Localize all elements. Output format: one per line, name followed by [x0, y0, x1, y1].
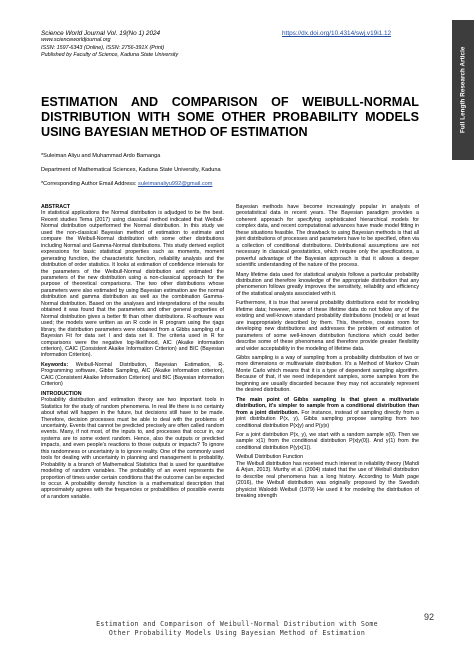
- journal-name: Science World Journal Vol. 19(No 1) 2024: [41, 30, 161, 37]
- paragraph-gibbs: Gibbs sampling is a way of sampling from a probability distribution of two or more dimensions or multivariate distribution. It's a Method of Markov Chain Monte Carlo which means that it is a type of dependent sampling algorithm. Because of that, if we need independent samples, some samples from the beginning are usually discarded because they may not accurately represent the desired distribution.: [236, 354, 419, 394]
- weibull-heading: Weibull Distribution Function: [236, 454, 304, 461]
- left-column: [41, 204, 224, 503]
- abstract-text: In statistical applications the Normal distribution is adjudged to be the best. Recent studies Tema (2017) using classical method indicated that Weibull-Normal distribution outperformed the Normal distribution. In this study we used the non-classical Bayesian method of estimation to estimate and compare the Weibull-Normal distribution with some other distributions including Normal and Gamma-Normal distributions. This study derived explicit expressions for basic statistical properties such as moments, moment generating function, the characteristic function, reliability analysis and the distribution of order statistics. It looks at estimation of confidence intervals for the parameters of the Weibull-Normal distribution and estimated the parameters of the new distribution using a non-classical approach for the purpose of theoretical comparisons. The two other distributions whose parameters were also estimated by using Bayesian estimation are the normal distribution and gamma distribution as well as the combination Gamma-Normal distribution. Based on the analyses and interpretations of the results obtained it was found that the parameters and other general properties of Normal distribution gives a better fit than other distributions. R-software was used; the models were written as an R code in R program using the rjags library, the distribution parameters were obtained from a Gibbs sampling of a Bayesian Fit for data set I and data set II. The criteria used in R for comparisons were the negative log-likelihood, AIC (Akaike information criterion), CAIC (Consistent Akaike Information Criterion) and BIC (Bayesian information Criterion).: [41, 210, 224, 359]
- footer-line-2: Other Probability Models Using Bayesian Method of Estimation: [108, 629, 366, 637]
- corresponding-author: [41, 181, 212, 188]
- paragraph-distributions: Furthermore, it is true that several probability distributions exist for modeling lifetime data; however, some of these lifetime data do not follow any of the existing and well-known standard probability distributions (models) or at least are inappropriately described by them. This, therefore, creates room for developing new distributions and addresses the problem of estimation of parameters of some well-known distribution functions which could better describe some of these phenomena and therefore provide greater flexibility and wider acceptability in the modeling of lifetime data.: [236, 300, 419, 352]
- right-column: [236, 204, 419, 502]
- gibbs-main-point: The main point of Gibbs sampling is that given a multivariate distribution, it's simpler to sample from a conditional distribution than from a joint distribution.: [236, 396, 419, 416]
- doi-link[interactable]: https://dx.doi.org/10.4314/swj.v19i1.12: [282, 30, 392, 37]
- title-line-3: USING BAYESIAN METHOD OF ESTIMATION: [41, 125, 308, 139]
- paragraph-gibbs-steps: For a joint distribution P(x, y), we start with a random sample x(0). Then we sample x(1) from the conditional distribution P(x|y(0)). And y(1) from the conditional distribution P(y|x(1)).: [236, 431, 419, 451]
- keywords-text: Weibull-Normal Distribution, Bayesian Estimation, R-Programming software, Gibbs Sampling, AIC (Akaike information criterion), CAIC (Consistent Akaike Information Criterion) and BIC (Bayesian information Criterion): [41, 361, 224, 388]
- running-footer: [0, 620, 474, 638]
- journal-header: [41, 30, 178, 59]
- paper-title: [41, 95, 419, 140]
- keywords-label: Keywords:: [41, 361, 69, 368]
- paragraph-lifetime-data: Many lifetime data used for statistical analysis follows a particular probability distribution and therefore knowledge of the appropriate distribution that any phenomenon follows greatly improves the sensitivity, reliability and efficiency of the statistical analysis associated with it.: [236, 271, 419, 297]
- corresponding-email-link[interactable]: suleimanaliyu992@gmail.com: [138, 181, 213, 187]
- authors: *Suleiman Aliyu and Muhammad Ardo Bamanga: [41, 153, 161, 159]
- introduction-heading: INTRODUCTION: [41, 390, 82, 397]
- corresponding-label: *Corresponding Author Email Address:: [41, 181, 139, 187]
- journal-publisher: Published by Faculty of Science, Kaduna State University: [41, 51, 179, 58]
- journal-url[interactable]: www.scienceworldjournal.org: [41, 37, 111, 44]
- gibbs-main-point-rest: For instance, instead of sampling directly from a joint distribution P(x, y), Gibbs sampling propose sampling from two conditional distribution P(x|y) and P(y|x): [236, 409, 419, 429]
- title-line-1: ESTIMATION AND COMPARISON OF WEIBULL-NORMAL: [41, 95, 419, 109]
- footer-line-1: Estimation and Comparison of Weibull-Normal Distribution with Some: [96, 620, 378, 628]
- page-number: 92: [424, 612, 435, 622]
- abstract-heading: ABSTRACT: [41, 204, 71, 210]
- paragraph-gibbs-main-point: [236, 397, 419, 429]
- journal-issn: ISSN: 1597-6343 (Online), ISSN: 2756-391X (Print): [41, 44, 165, 51]
- title-line-2: DISTRIBUTION WITH SOME OTHER PROBABILITY MODELS: [41, 110, 419, 124]
- article-type-label: Full Length Research Article: [459, 46, 467, 134]
- paragraph-bayesian: Bayesian methods have become increasingly popular in analysis of geostatistical data in recent years. The Bayesian paradigm provides a coherent approach for specifying sophisticated hierarchical models for complex data, and recent computational advances have made model fitting in these situations feasible. The drawback to using Bayesian methods is that all joint distributions of processes and parameters have to be specified, often via a collection of conditional distributions. Distributional assumptions are not necessary in classical geostatistics, which require only the specifications, a powerful advantage of the Bayesian approach is that it allows a deeper scientific understanding of the nature of the process.: [236, 204, 419, 269]
- affiliation: Department of Mathematical Sciences, Kaduna State University, Kaduna: [41, 167, 221, 173]
- paragraph-weibull: The Weibull distribution has received much interest in reliability theory (Mahdi & Arjun, 2013). Murthy et al. (2004) stated that the use of Weibull distribution to describe real phenomena has a long history. According to Math page (2016), the Weibull distribution was originally proposed by the Swedish physicist Waloddi Weibull (1979) He used it for modeling the distribution of breaking strength: [236, 460, 419, 500]
- keywords: [41, 362, 224, 388]
- introduction-text: Probability distribution and estimation theory are two important tools in Statistics for the study of random phenomena. In real life there is no certainty about what will happen in the future, but decisions still have to be made. Therefore, decision processes must be able to deal with the problems of uncertainty. Events that cannot be predicted precisely are often called random events. Many, if not most, of the inputs to, and processes that occur in, our systems are to some extent random. Hence, also the outputs or predicted impacts, and even people's reactions to those outputs or impacts? To ignore this randomness or uncertainty is to ignore reality. One of the commonly used tools for dealing with uncertainty in planning and management is probability. Probability is a branch of Mathematical Statistics that is used for quantitative modeling of random variables. The probability of an event represents the proportion of times under certain conditions that the outcome can be expected to occur. A probability density function is a mathematical description that approximately agrees with the frequencies or probabilities of possible events of a random variable.: [41, 397, 224, 500]
